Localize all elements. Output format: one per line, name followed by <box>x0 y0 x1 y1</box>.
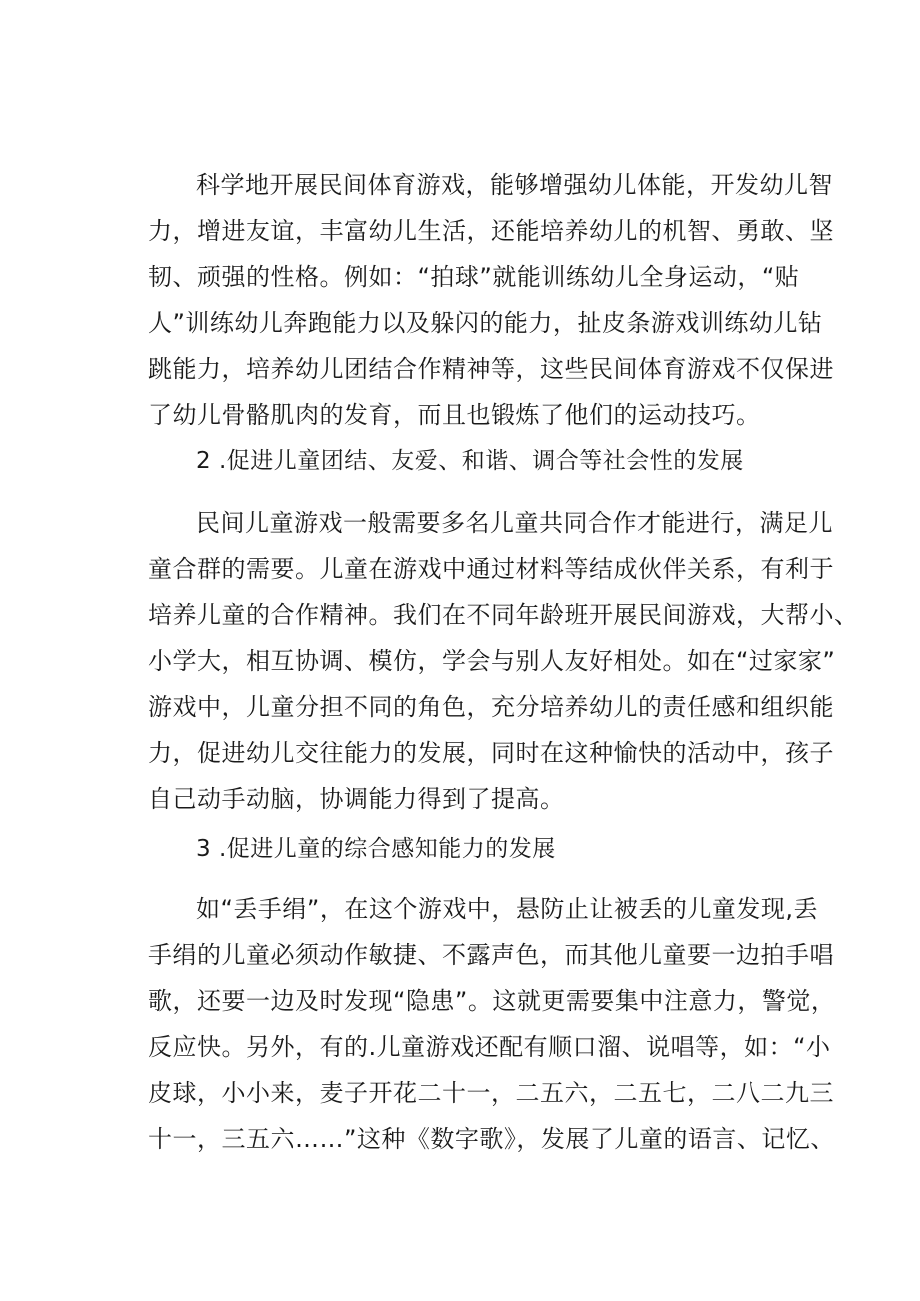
paragraph-2-line-3: 培养儿童的合作精神。我们在不同年龄班开展民间游戏，大帮小、 <box>148 601 859 629</box>
paragraph-3-line-2: 手绢的儿童必须动作敏捷、不露声色，而其他儿童要一边拍手唱 <box>148 941 834 969</box>
paragraph-2-line-1: 民间儿童游戏一般需要多名儿童共同合作才能进行，满足儿 <box>196 509 833 537</box>
paragraph-2-line-6: 力，促进幼儿交往能力的发展，同时在这种愉快的活动中，孩子 <box>148 739 834 767</box>
paragraph-1-line-4: 人”训练幼儿奔跑能力以及躲闪的能力，扯皮条游戏训练幼儿钻 <box>148 309 823 337</box>
section-heading-2: 2 .促进儿童团结、友爱、和谐、调合等社会性的发展 <box>196 448 744 474</box>
paragraph-1-line-3: 韧、顽强的性格。例如：“拍球”就能训练幼儿全身运动，“贴 <box>148 263 800 291</box>
paragraph-1-line-6: 了幼儿骨骼肌肉的发育，而且也锻炼了他们的运动技巧。 <box>148 401 761 429</box>
paragraph-2-line-5: 游戏中，儿童分担不同的角色，充分培养幼儿的责任感和组织能 <box>148 693 834 721</box>
paragraph-1-line-2: 力，增进友谊，丰富幼儿生活，还能培养幼儿的机智、勇敢、坚 <box>148 217 834 245</box>
paragraph-1-line-5: 跳能力，培养幼儿团结合作精神等，这些民间体育游戏不仅保进 <box>148 355 834 383</box>
paragraph-3-line-3: 歌，还要一边及时发现“隐患”。这就更需要集中注意力，警觉， <box>148 987 836 1015</box>
paragraph-3-line-6: 十一，三五六……”这种《数字歌》，发展了儿童的语言、记忆、 <box>148 1125 835 1153</box>
paragraph-2-line-7: 自己动手动脑，协调能力得到了提高。 <box>148 785 565 813</box>
paragraph-1-line-1: 科学地开展民间体育游戏，能够增强幼儿体能，开发幼儿智 <box>196 171 833 199</box>
paragraph-3-line-1: 如“丢手绢”，在这个游戏中，悬防止让被丢的儿童发现,丢 <box>196 895 818 923</box>
paragraph-2-line-4: 小学大，相互协调、模仿，学会与别人友好相处。如在“过家家” <box>148 647 836 675</box>
paragraph-2-line-2: 童合群的需要。儿童在游戏中通过材料等结成伙伴关系，有利于 <box>148 555 834 583</box>
section-heading-3: 3 .促进儿童的综合感知能力的发展 <box>196 836 556 862</box>
paragraph-3-line-4: 反应快。另外，有的.儿童游戏还配有顺口溜、说唱等，如：“小 <box>148 1033 831 1061</box>
paragraph-3-line-5: 皮球，小小来，麦子开花二十一，二五六，二五七，二八二九三 <box>148 1079 834 1107</box>
